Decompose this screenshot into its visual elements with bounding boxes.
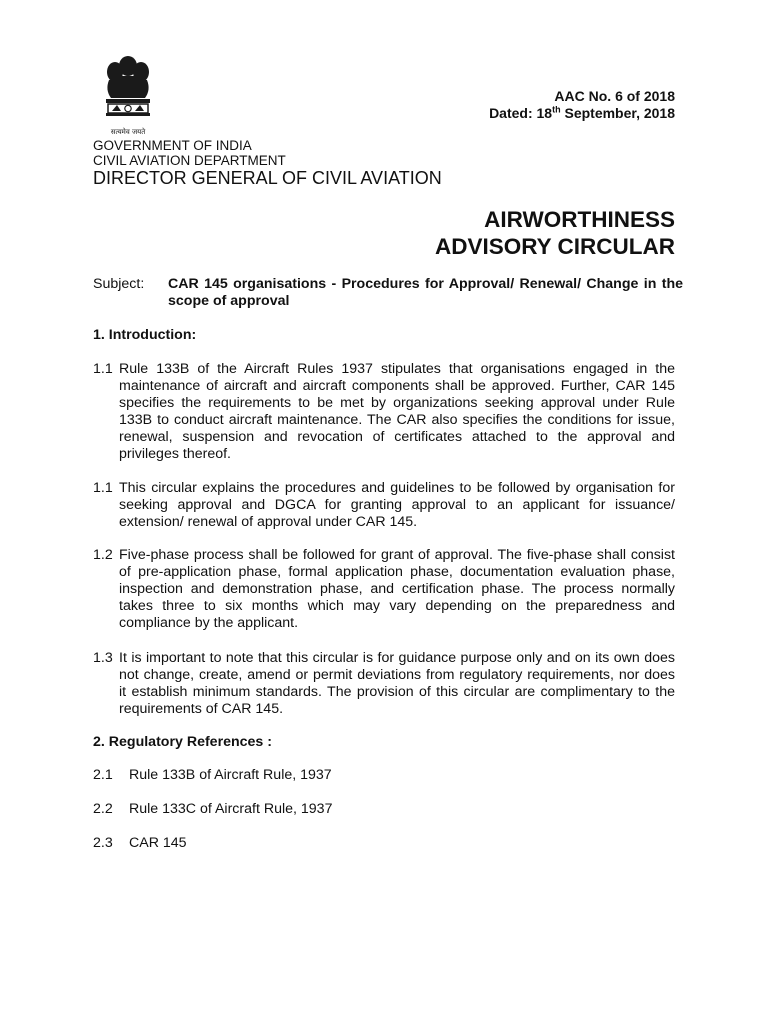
aac-number: AAC No. 6 of 2018 xyxy=(554,88,675,104)
paragraph-number: 1.2 xyxy=(93,547,113,563)
reference-number: 2.1 xyxy=(93,767,113,783)
national-emblem-icon xyxy=(97,50,159,140)
title-line-2: ADVISORY CIRCULAR xyxy=(434,234,675,259)
paragraph-number: 1.1 xyxy=(93,480,113,496)
date-suffix: September, 2018 xyxy=(560,105,675,121)
date-line xyxy=(489,105,675,122)
reference-text: CAR 145 xyxy=(129,835,187,851)
reference-item xyxy=(93,767,332,784)
paragraph-number: 1.1 xyxy=(93,361,113,377)
paragraph-text: Rule 133B of the Aircraft Rules 1937 stipulates that organisations engaged in the maintenance of aircraft and aircraft components shall be approved. Further, CAR 145 specifies the requirements to be met by organizations seeking approval under Rule 133B to conduct aircraft maintenance. The CAR also specifies the conditions for issue, renewal, suspension and revocation of certificates attached to the approval and privileges thereof. xyxy=(119,361,675,462)
paragraph-number: 1.3 xyxy=(93,650,113,666)
paragraph-text: This circular explains the procedures and guidelines to be followed by organisation for seeking approval and DGCA for granting approval to an applicant for issuance/ extension/ renewal of approval under CAR 145. xyxy=(119,480,675,530)
paragraph-text: It is important to note that this circular is for guidance purpose only and on its own does not change, create, amend or permit deviations from regulatory requirements, nor does it establish minimum standards. The provision of this circular are complimentary to the requirements of CAR 145. xyxy=(119,650,675,717)
subject-text: CAR 145 organisations - Procedures for Approval/ Renewal/ Change in the scope of approval xyxy=(168,276,683,309)
date-prefix: Dated: 18 xyxy=(489,105,553,121)
reference-number: 2.2 xyxy=(93,801,113,817)
title-line-1: AIRWORTHINESS xyxy=(484,207,675,232)
subject-block xyxy=(93,276,683,310)
reference-item xyxy=(93,835,187,852)
document-title xyxy=(435,206,675,260)
paragraph xyxy=(93,547,675,632)
circular-reference xyxy=(489,88,675,122)
paragraph xyxy=(93,361,675,463)
section-1-heading: 1. Introduction: xyxy=(93,327,197,343)
section-2-heading: 2. Regulatory References : xyxy=(93,734,272,750)
paragraph xyxy=(93,650,675,718)
reference-number: 2.3 xyxy=(93,835,113,851)
reference-text: Rule 133B of Aircraft Rule, 1937 xyxy=(129,767,332,783)
authority-line-dgca: DIRECTOR GENERAL OF CIVIL AVIATION xyxy=(93,168,442,188)
reference-item xyxy=(93,801,332,818)
date-superscript: th xyxy=(552,104,561,115)
reference-text: Rule 133C of Aircraft Rule, 1937 xyxy=(129,801,333,817)
emblem-motto: सत्यमेव जयते xyxy=(110,128,146,136)
paragraph xyxy=(93,480,675,531)
paragraph-text: Five-phase process shall be followed for grant of approval. The five-phase shall consist of pre-application phase, formal application phase, documentation evaluation phase, inspection and demonstration phase, and certification phase. The process normally takes three to six months which may vary depending on the preparedness and compliance by the applicant. xyxy=(119,547,675,631)
authority-line-department: CIVIL AVIATION DEPARTMENT xyxy=(93,153,286,168)
authority-line-government: GOVERNMENT OF INDIA xyxy=(93,138,252,153)
subject-label: Subject: xyxy=(93,276,145,292)
issuing-authority xyxy=(93,138,286,168)
